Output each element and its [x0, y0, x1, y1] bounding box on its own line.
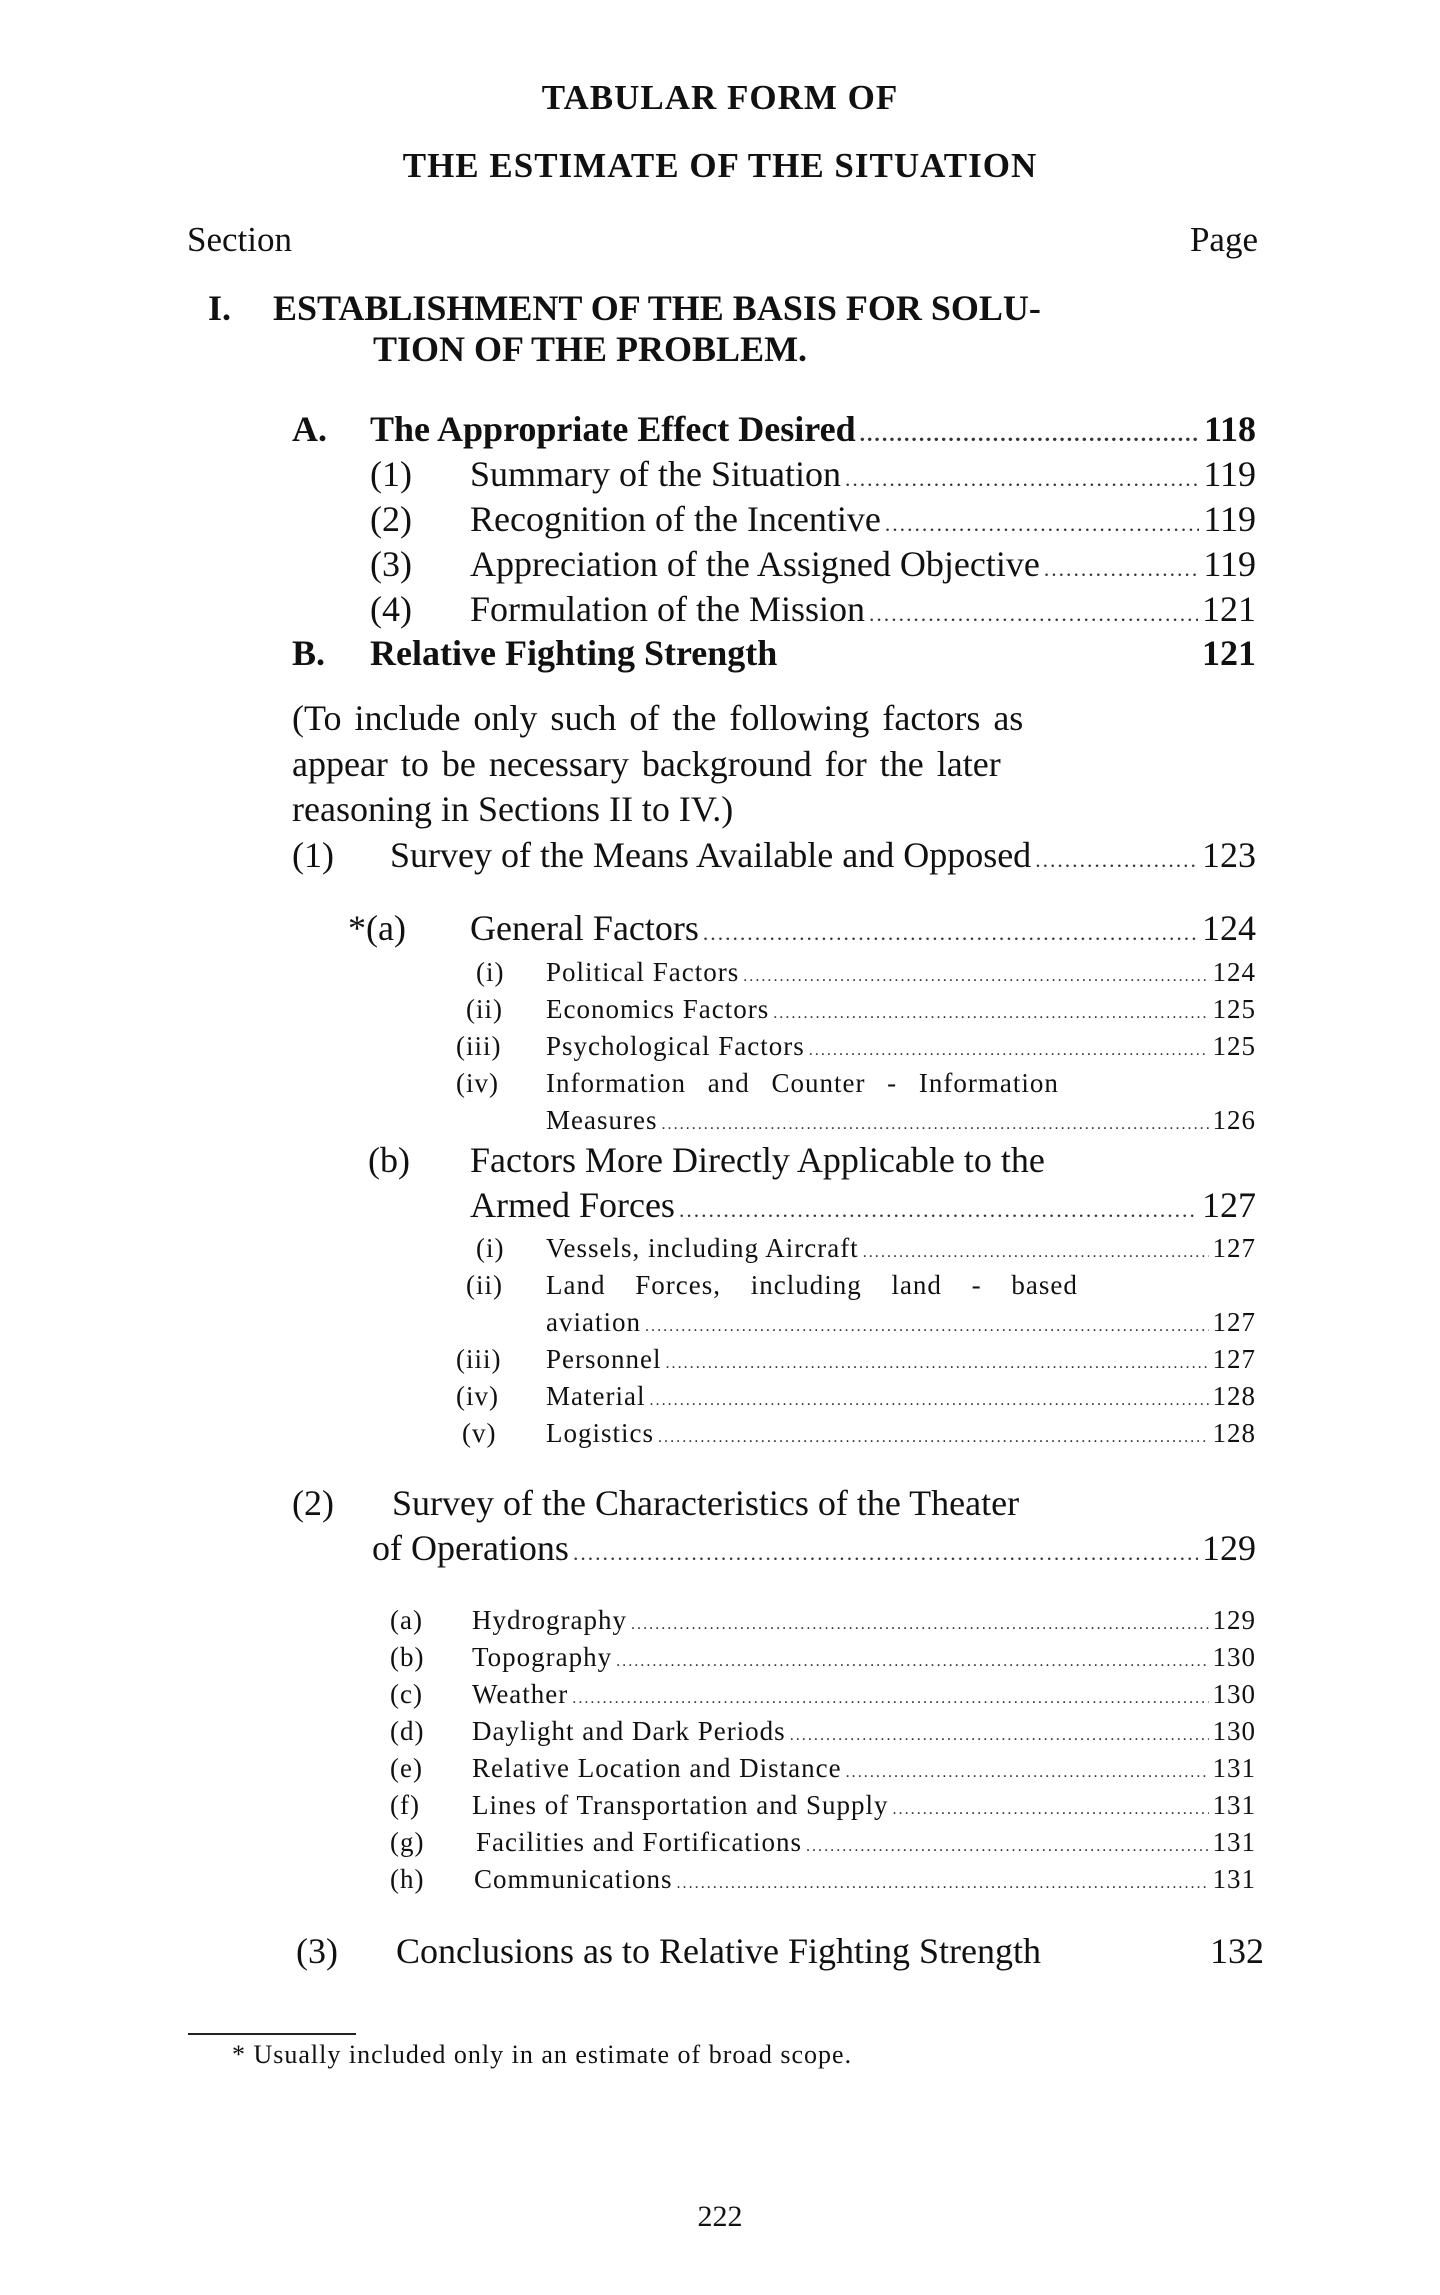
page-title-line-2: THE ESTIMATE OF THE SITUATION: [402, 146, 1038, 185]
toc-num: (1): [292, 835, 334, 875]
toc-page: 131: [1212, 1864, 1256, 1894]
toc-label-line-2: Armed Forces: [470, 1185, 675, 1225]
toc-entry-conclusions[interactable]: [396, 1930, 1264, 1972]
leader-dots: [743, 967, 1208, 986]
leader-dots: [661, 1115, 1208, 1134]
toc-page: 119: [1203, 454, 1256, 494]
leader-dots: [806, 1837, 1209, 1856]
toc-entry[interactable]: [470, 453, 1256, 495]
leader-dots: [885, 512, 1199, 537]
leader-dots: [790, 1726, 1209, 1745]
toc-page: 128: [1212, 1418, 1256, 1448]
toc-entry[interactable]: [470, 543, 1256, 585]
toc-num: (i): [476, 957, 505, 987]
toc-label-line-2: Measures: [546, 1105, 658, 1135]
toc-label: Hydrography: [472, 1605, 627, 1635]
toc-num: (2): [292, 1483, 334, 1523]
toc-num: (b): [368, 1140, 410, 1180]
toc-page: 130: [1212, 1679, 1256, 1709]
toc-label-line-1[interactable]: Land Forces, including land - based: [546, 1270, 1078, 1300]
toc-num: (iii): [456, 1344, 502, 1374]
toc-label-line-2: of Operations: [372, 1528, 569, 1568]
toc-page: 128: [1212, 1381, 1256, 1411]
toc-num: (d): [390, 1716, 425, 1746]
toc-entry-appropriate-effect[interactable]: [370, 408, 1256, 450]
toc-entry[interactable]: [472, 1605, 1256, 1636]
toc-label-line-2: aviation: [546, 1307, 641, 1337]
toc-page: 127: [1212, 1307, 1256, 1337]
toc-entry-survey-means[interactable]: [390, 834, 1256, 876]
section-numeral: I.: [208, 288, 232, 328]
toc-page: 125: [1212, 994, 1256, 1024]
leader-dots: [645, 1317, 1209, 1336]
toc-page: 123: [1202, 835, 1256, 875]
toc-page: 124: [1202, 908, 1256, 948]
toc-page: 130: [1212, 1642, 1256, 1672]
toc-num: (h): [390, 1864, 425, 1894]
toc-label: Summary of the Situation: [470, 454, 841, 494]
toc-label: Communications: [474, 1864, 673, 1894]
leader-dots: [649, 1391, 1208, 1410]
toc-num: (a): [390, 1605, 423, 1635]
toc-label: Logistics: [546, 1418, 654, 1448]
toc-label: Survey of the Means Available and Opposed: [390, 835, 1032, 875]
toc-num: (e): [390, 1753, 423, 1783]
footnote: * Usually included only in an estimate of broad scope.: [232, 2040, 853, 2069]
toc-num: (1): [370, 454, 412, 494]
toc-page: 124: [1212, 957, 1256, 987]
toc-label: Economics Factors: [546, 994, 770, 1024]
toc-label: Relative Location and Distance: [472, 1753, 842, 1783]
toc-label: Daylight and Dark Periods: [472, 1716, 786, 1746]
toc-entry[interactable]: [546, 1344, 1256, 1375]
toc-letter-b: B.: [292, 633, 326, 673]
toc-label: Facilities and Fortifications: [476, 1827, 802, 1857]
toc-label: Political Factors: [546, 957, 740, 987]
footnote-divider: [188, 2033, 356, 2035]
toc-num: (v): [462, 1418, 497, 1448]
toc-entry[interactable]: [472, 1642, 1256, 1673]
leader-dots: [773, 1004, 1208, 1023]
toc-page: 119: [1203, 544, 1256, 584]
section-column-header: Section: [187, 220, 292, 259]
toc-label: Psychological Factors: [546, 1031, 805, 1061]
leader-dots: [809, 1041, 1209, 1060]
leader-dots: [679, 1198, 1198, 1223]
toc-label: Personnel: [546, 1344, 662, 1374]
toc-label-line-1[interactable]: Information and Counter - Information: [546, 1068, 1059, 1098]
toc-num: (ii): [466, 994, 503, 1024]
toc-entry[interactable]: [474, 1864, 1256, 1895]
toc-page: 118: [1203, 409, 1256, 449]
toc-label: Topography: [472, 1642, 613, 1672]
toc-page: 127: [1212, 1344, 1256, 1374]
leader-dots: [665, 1354, 1208, 1373]
toc-num: (i): [476, 1233, 505, 1263]
toc-entry-general-factors[interactable]: [470, 907, 1256, 949]
leader-dots: [1044, 557, 1199, 582]
leader-dots: [631, 1615, 1209, 1634]
note-line-1: (To include only such of the following factors as: [292, 698, 1024, 738]
toc-label: Recognition of the Incentive: [470, 499, 881, 539]
toc-label: Weather: [472, 1679, 569, 1709]
toc-num: (3): [370, 544, 412, 584]
leader-dots: [845, 467, 1199, 492]
leader-dots: [863, 1243, 1209, 1262]
toc-num: (c): [390, 1679, 423, 1709]
toc-num: (g): [390, 1827, 425, 1857]
note-line-2: appear to be necessary background for the later: [292, 744, 1001, 784]
toc-page: 131: [1212, 1753, 1256, 1783]
toc-entry[interactable]: [546, 1307, 1256, 1338]
toc-num: (b): [390, 1642, 425, 1672]
toc-page: 119: [1203, 499, 1256, 539]
toc-entry[interactable]: [472, 1753, 1256, 1784]
toc-page: 129: [1212, 1605, 1256, 1635]
toc-entry[interactable]: [546, 994, 1256, 1025]
toc-entry[interactable]: [546, 1233, 1256, 1264]
toc-entry[interactable]: [472, 1716, 1256, 1747]
toc-page: 131: [1212, 1827, 1256, 1857]
toc-entry[interactable]: [470, 588, 1256, 630]
toc-num: (iv): [456, 1068, 499, 1098]
toc-label: General Factors: [470, 908, 699, 948]
toc-label-line-1[interactable]: Survey of the Characteristics of the Theater: [392, 1483, 1020, 1523]
toc-num: (2): [370, 499, 412, 539]
toc-entry[interactable]: [472, 1679, 1256, 1710]
leader-dots: [658, 1428, 1209, 1447]
toc-num: (4): [370, 589, 412, 629]
toc-label: The Appropriate Effect Desired: [370, 409, 856, 449]
toc-label: Vessels, including Aircraft: [546, 1233, 859, 1263]
toc-entry-armed-forces[interactable]: [470, 1184, 1256, 1226]
leader-dots: [869, 602, 1198, 627]
toc-page: 127: [1212, 1233, 1256, 1263]
page-column-header: Page: [1189, 220, 1258, 259]
leader-dots: [846, 1763, 1209, 1782]
toc-page: 121: [1202, 633, 1256, 673]
toc-entry[interactable]: [472, 1790, 1256, 1821]
section-heading-line-1: ESTABLISHMENT OF THE BASIS FOR SOLU-: [273, 288, 1041, 328]
toc-label: Appreciation of the Assigned Objective: [470, 544, 1040, 584]
toc-page: 129: [1202, 1528, 1256, 1568]
toc-label: Lines of Transportation and Supply: [472, 1790, 889, 1820]
note-line-3: reasoning in Sections II to IV.): [292, 789, 734, 829]
toc-label: Conclusions as to Relative Fighting Strength: [396, 1931, 1041, 1971]
toc-num: (f): [390, 1790, 420, 1820]
toc-entry[interactable]: [546, 1031, 1256, 1062]
toc-num: (3): [296, 1931, 338, 1971]
toc-label-line-1[interactable]: Factors More Directly Applicable to the: [470, 1140, 1045, 1180]
toc-page: 121: [1202, 589, 1256, 629]
toc-num: (iii): [456, 1031, 502, 1061]
leader-dots: [616, 1652, 1208, 1671]
toc-entry[interactable]: [546, 1105, 1256, 1136]
leader-dots: [573, 1541, 1198, 1566]
leader-dots: [572, 1689, 1208, 1708]
toc-label: Material: [546, 1381, 646, 1411]
toc-entry[interactable]: [470, 498, 1256, 540]
toc-page: 131: [1212, 1790, 1256, 1820]
toc-page: 127: [1202, 1185, 1256, 1225]
page-number: 222: [697, 2200, 743, 2233]
toc-page: 130: [1212, 1716, 1256, 1746]
toc-entry[interactable]: [546, 957, 1256, 988]
toc-num: (ii): [466, 1270, 503, 1300]
toc-entry[interactable]: [546, 1381, 1256, 1412]
leader-dots: [703, 921, 1198, 946]
toc-page: 132: [1210, 1931, 1264, 1971]
leader-dots: [1035, 848, 1198, 873]
toc-letter-a: A.: [292, 409, 327, 449]
toc-entry[interactable]: [476, 1827, 1256, 1858]
toc-entry[interactable]: [546, 1418, 1256, 1449]
leader-dots: [677, 1874, 1209, 1893]
page-title-line-1: TABULAR FORM OF: [541, 78, 899, 117]
toc-num-starred: *(a): [348, 908, 406, 948]
toc-page: 125: [1212, 1031, 1256, 1061]
toc-label-relative-fighting-strength[interactable]: Relative Fighting Strength: [370, 633, 778, 673]
toc-page: 126: [1212, 1105, 1256, 1135]
toc-label: Formulation of the Mission: [470, 589, 865, 629]
leader-dots: [893, 1800, 1209, 1819]
section-heading-line-2: TION OF THE PROBLEM.: [373, 329, 808, 369]
toc-num: (iv): [456, 1381, 499, 1411]
leader-dots: [860, 422, 1200, 447]
toc-entry-theater-operations[interactable]: [372, 1527, 1256, 1569]
